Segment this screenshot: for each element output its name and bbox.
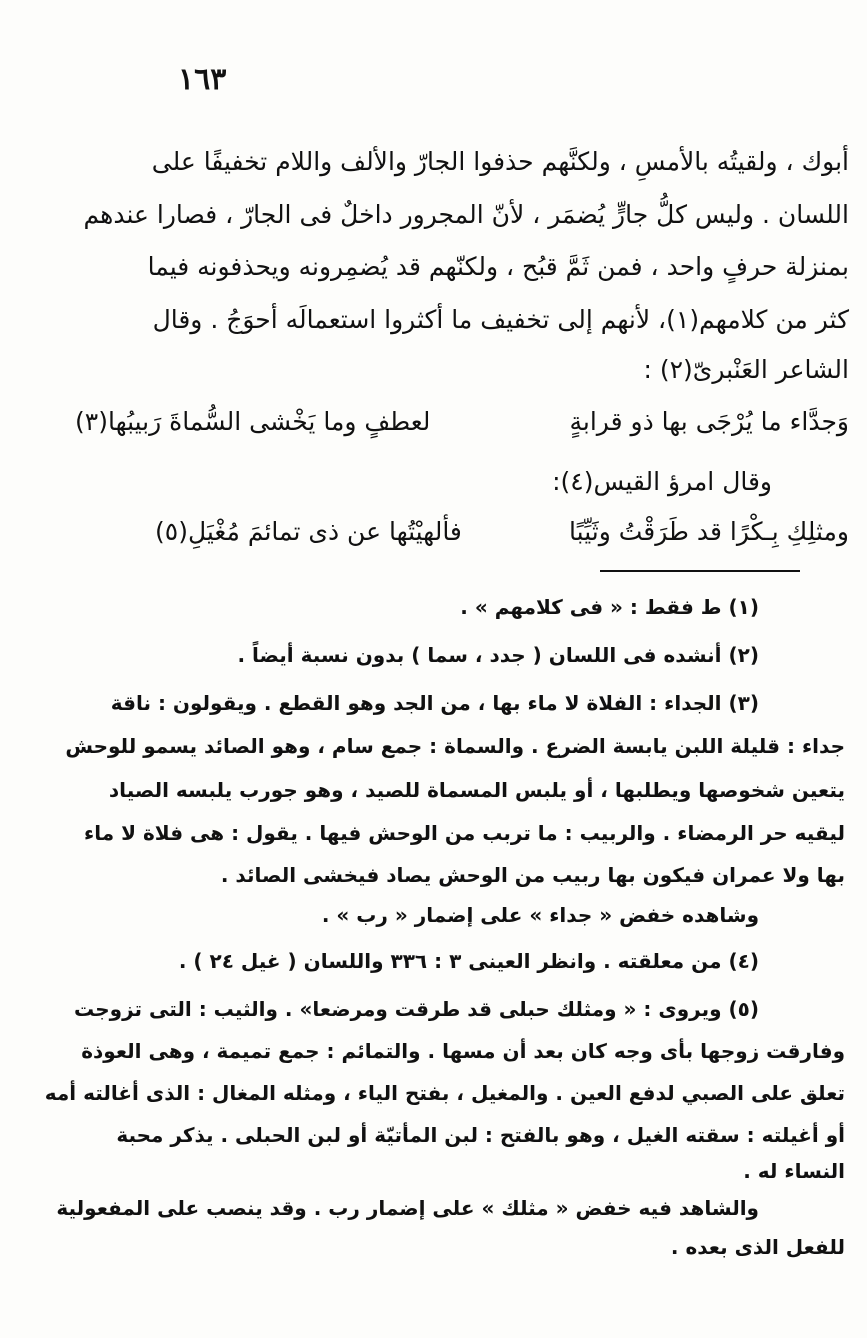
footnote-line: أو أغيلته : سقته الغيل ، وهو بالفتح : لبن المأتيّة أو لبن الحبلى . يذكر محبة <box>116 1123 845 1147</box>
footnote-line: والشاهد فيه خفض « مثلك » على إضمار رب . وقد ينصب على المفعولية <box>56 1196 759 1220</box>
footnote-line: بها ولا عمران فيكون بها ربيب من الوحش يصاد فيخشى الصائد . <box>220 863 845 887</box>
verse2-left-hemistich: فألهيْتُها عن ذى تمائمَ مُغْيَلِ(٥) <box>155 517 462 546</box>
verse1-left-hemistich: لعطفٍ وما يَخْشى السُّماةَ رَبيبُها(٣) <box>75 407 431 436</box>
verse2-right-hemistich: ومثلِكِ بِـكْرًا قد طَرَقْتُ وثَيِّبًا <box>569 517 849 546</box>
body-line: أبوك ، ولقيتُه بالأمسِ ، ولكنَّهم حذفوا الجارّ والألف واللام تخفيفًا على <box>151 147 849 176</box>
footnote-line: للفعل الذى بعده . <box>670 1235 845 1259</box>
body-line: اللسان . وليس كلُّ جارٍّ يُضمَر ، لأنّ المجرور داخلٌ فى الجارّ ، فصارا عندهم <box>83 200 849 229</box>
footnote-line: النساء له . <box>743 1159 845 1183</box>
body-line: الشاعر العَنْبرىّ(٢) : <box>643 355 849 384</box>
footnote-line: جداء : قليلة اللبن يابسة الضرع . والسماة : جمع سام ، وهو الصائد يسمو للوحش <box>65 734 845 758</box>
footnote-line: (٥) ويروى : « ومثلك حبلى قد طرقت ومرضعا» . والثيب : التى تزوجت <box>74 997 759 1021</box>
page-number: ١٦٣ <box>178 62 227 97</box>
footnote-line: يتعين شخوصها ويطلبها ، أو يلبس المسماة للصيد ، وهو جورب يلبسه الصياد <box>108 778 845 802</box>
footnote-line: وفارقت زوجها بأى وجه كان بعد أن مسها . والتمائم : جمع تميمة ، وهى العوذة <box>81 1039 845 1063</box>
verse-intro: وقال امرؤ القيس(٤): <box>552 467 772 496</box>
footnote-line: ليقيه حر الرمضاء . والربيب : ما تربب من الوحش فيها . يقول : هى فلاة لا ماء <box>84 821 845 845</box>
verse1-right-hemistich: وَجدَّاء ما يُرْجَى بها ذو قرابةٍ <box>569 407 849 436</box>
footnote-divider <box>600 570 800 572</box>
footnote-line: (٢) أنشده فى اللسان ( جدد ، سما ) بدون نسبة أيضاً . <box>237 643 759 667</box>
footnote-line: وشاهده خفض « جداء » على إضمار « رب » . <box>321 903 759 927</box>
footnote-line: (٤) من معلقته . وانظر العينى ٣ : ٣٣٦ واللسان ( غيل ٢٤ ) . <box>178 949 759 973</box>
footnote-line: تعلق على الصبي لدفع العين . والمغيل ، بفتح الياء ، ومثله المغال : الذى أغالته أمه <box>44 1081 845 1105</box>
footnote-line: (١) ط فقط : « فى كلامهم » . <box>460 595 759 619</box>
body-line: كثر من كلامهم(١)، لأنهم إلى تخفيف ما أكثروا استعمالَه أحوَجُ . وقال <box>152 305 849 334</box>
footnote-line: (٣) الجداء : الفلاة لا ماء بها ، من الجد وهو القطع . ويقولون : ناقة <box>110 691 759 715</box>
body-line: بمنزلة حرفٍ واحد ، فمن ثَمَّ قبُح ، ولكنّهم قد يُضمِرونه ويحذفونه فيما <box>147 252 849 281</box>
